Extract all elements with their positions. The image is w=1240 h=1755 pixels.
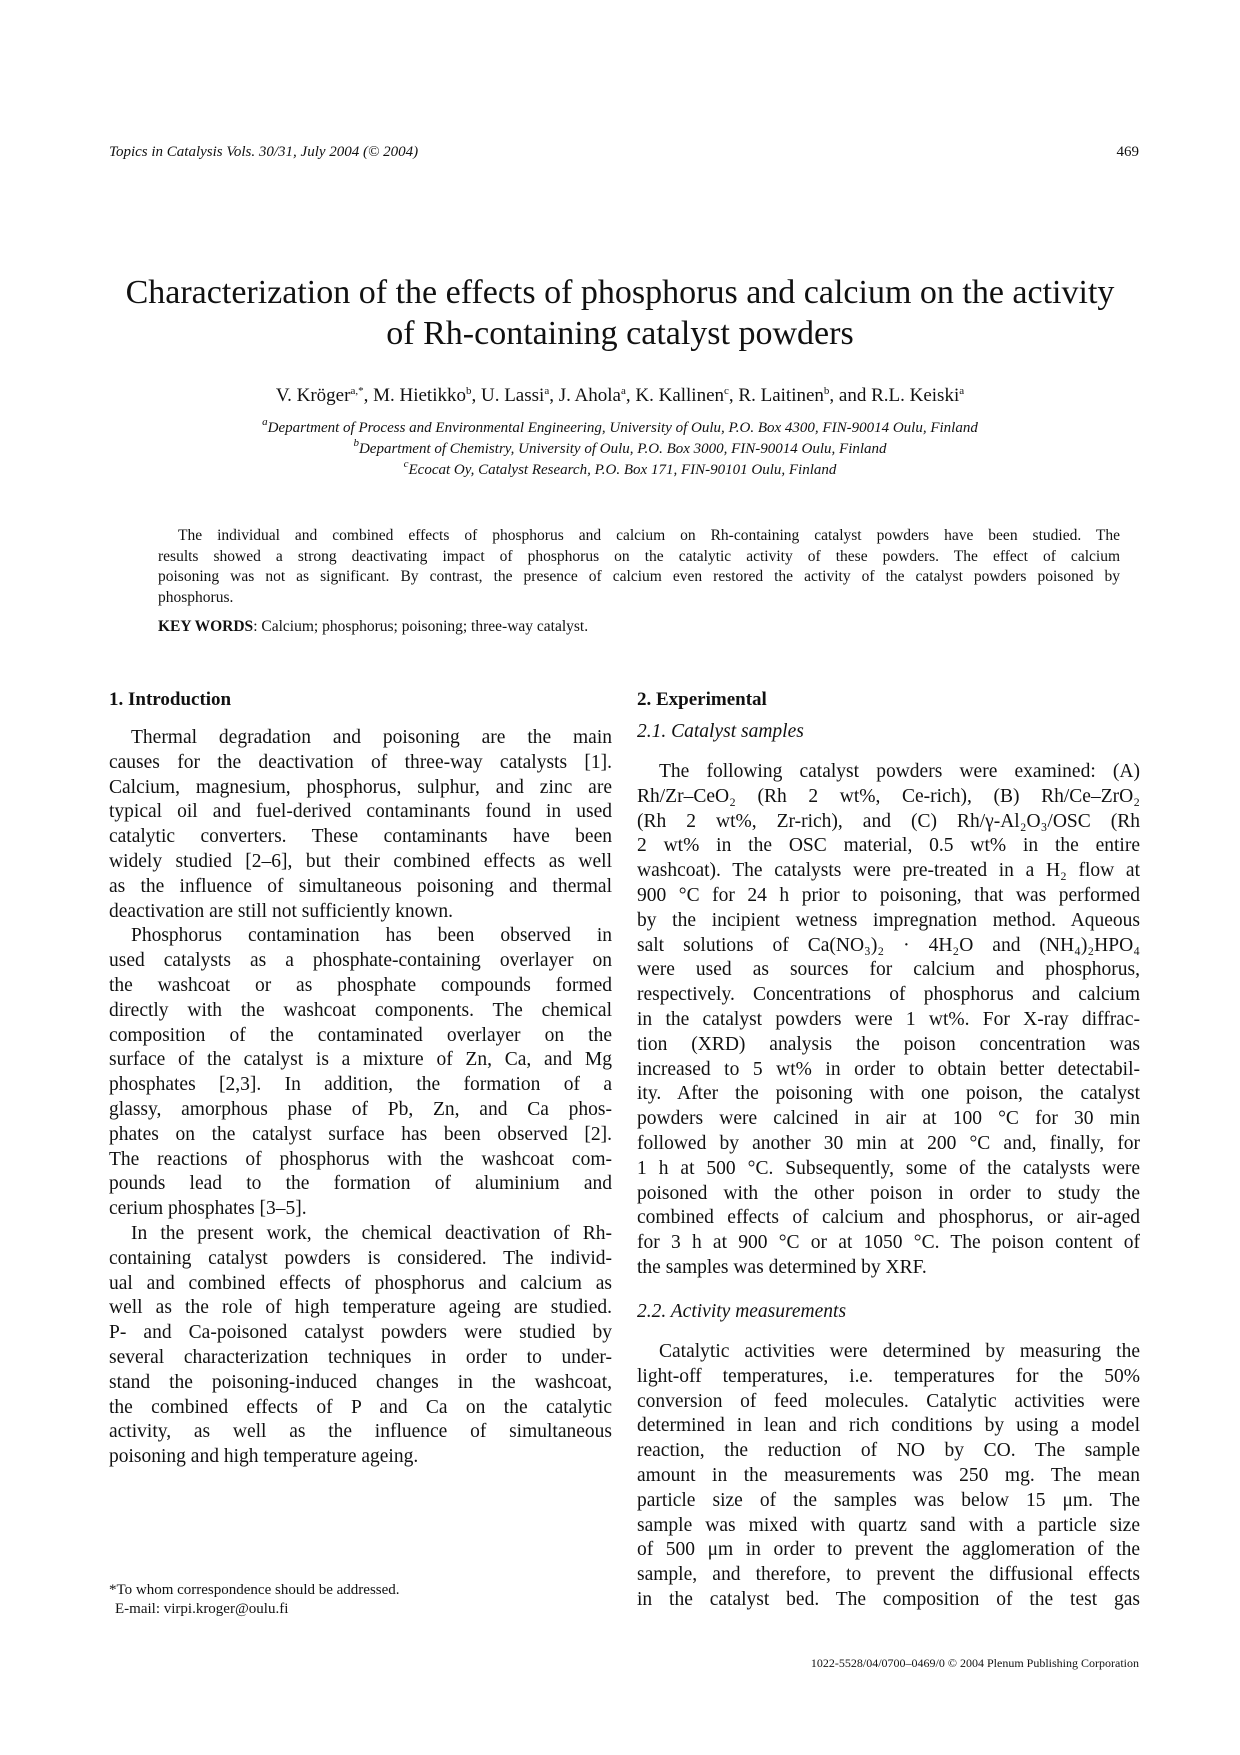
text-line: pounds lead to the formation of aluminium and: [109, 1173, 612, 1195]
text-line: poisoning was not as significant. By contrast, the presence of calcium even restored the activity of the catalyst powders poisoned by: [158, 568, 1120, 585]
text-line: In the present work, the chemical deactivation of Rh-: [131, 1222, 612, 1244]
text-line: combined effects of calcium and phosphorus, or air-aged: [637, 1207, 1140, 1229]
affiliation-mark: b: [353, 437, 359, 449]
affiliation-mark: a: [262, 416, 268, 428]
affiliation-text: Department of Chemistry, University of Oulu, P.O. Box 3000, FIN-90014 Oulu, Finland: [358, 441, 887, 457]
author: [481, 385, 549, 406]
text-line: light-off temperatures, i.e. temperatures for the 50%: [637, 1365, 1140, 1387]
text-line: sample was mixed with quartz sand with a particle size: [637, 1514, 1140, 1536]
author-name: J. Ahola: [558, 385, 621, 406]
author: [871, 385, 964, 406]
text-line: tion (XRD) analysis the poison concentration was: [637, 1033, 1140, 1055]
author-affiliation-mark: a: [544, 385, 550, 397]
text-line: washcoat). The catalysts were pre-treated in a H₂ flow at: [637, 860, 1140, 882]
text-line: the samples was determined by XRF.: [637, 1256, 927, 1278]
activity-measurements-body: [637, 1340, 1140, 1613]
text-line: amount in the measurements was 250 mg. The mean: [637, 1464, 1140, 1486]
text-line: as the influence of simultaneous poisoning and thermal: [109, 875, 612, 897]
text-line: 900 °C for 24 h prior to poisoning, that was performed: [637, 884, 1140, 906]
author-name: U. Lassi: [480, 385, 545, 406]
footnote-line: *To whom correspondence should be addressed.: [109, 1582, 400, 1598]
paragraph: [109, 924, 612, 1222]
copyright-footer: 1022-5528/04/0700–0469/0 © 2004 Plenum Publishing Corporation: [810, 1656, 1139, 1670]
author-separator: ,: [549, 385, 559, 406]
text-line: the washcoat or as phosphate compounds formed: [109, 974, 612, 996]
section-heading-introduction: 1. Introduction: [109, 689, 232, 710]
text-line: causes for the deactivation of three-way catalysts [1].: [109, 751, 612, 773]
introduction-body: [109, 726, 612, 1470]
text-line: Phosphorus contamination has been observed in: [131, 925, 612, 947]
text-line: ity. After the poisoning with one poison, the catalyst: [637, 1083, 1140, 1105]
text-line: by the incipient wetness impregnation method. Aqueous: [637, 909, 1140, 931]
page-number: 469: [1116, 144, 1139, 160]
text-line: cerium phosphates [3–5].: [109, 1198, 307, 1220]
keywords: [158, 618, 588, 636]
text-line: poisoning and high temperature ageing.: [109, 1446, 419, 1468]
text-line: were used as sources for calcium and phosphorus,: [637, 959, 1140, 981]
text-line: phates on the catalyst surface has been observed [2].: [109, 1123, 612, 1145]
text-line: glassy, amorphous phase of Pb, Zn, and Ca phos-: [109, 1098, 612, 1120]
text-line: activity, as well as the influence of simultaneous: [109, 1421, 612, 1443]
text-line: poisoned with the other poison in order to study the: [637, 1182, 1140, 1204]
text-line: 1 h at 500 °C. Subsequently, some of the catalysts were: [637, 1157, 1140, 1179]
text-line: containing catalyst powders is considered. The individ-: [109, 1247, 612, 1269]
affiliation: [100, 460, 1140, 481]
text-line: The reactions of phosphorus with the washcoat com-: [109, 1148, 612, 1170]
text-line: directly with the washcoat components. The chemical: [109, 999, 612, 1021]
author: [373, 385, 471, 406]
author-affiliation-mark: b: [823, 385, 830, 397]
paragraph: [637, 1340, 1140, 1613]
title-line: Characterization of the effects of phosphorus and calcium on the activity: [125, 274, 1115, 311]
text-line: determined in lean and rich conditions by using a model: [637, 1415, 1140, 1437]
text-line: increased to 5 wt% in order to obtain better detectabil-: [637, 1058, 1140, 1080]
author-name: R. Laitinen: [738, 385, 824, 406]
author: [276, 385, 364, 406]
correspondence-footnote: [109, 1581, 400, 1619]
author: [635, 385, 729, 406]
text-line: conversion of feed molecules. Catalytic activities were: [637, 1390, 1140, 1412]
text-line: deactivation are still not sufficiently known.: [109, 900, 454, 922]
text-line: The following catalyst powders were examined: (A): [659, 761, 1140, 782]
text-line: powders were calcined in air at 100 °C for 30 min: [637, 1108, 1140, 1130]
text-line: P- and Ca-poisoned catalyst powders were studied by: [109, 1322, 612, 1344]
author-affiliation-mark: a,*: [350, 385, 364, 397]
text-line: results showed a strong deactivating impact of phosphorus on the catalytic activity of these powders. The effect of calcium: [158, 547, 1120, 565]
text-line: Rh/Zr–CeO₂ (Rh 2 wt%, Ce-rich), (B) Rh/Ce–ZrO₂: [637, 785, 1140, 807]
section-heading-experimental: 2. Experimental: [637, 689, 767, 710]
author-separator: ,: [728, 385, 739, 406]
author-affiliation-mark: a: [620, 385, 626, 397]
keywords-label: KEY WORDS: [158, 618, 254, 635]
author-affiliation-mark: a: [959, 385, 965, 397]
author-list: [100, 385, 1140, 407]
text-line: Calcium, magnesium, phosphorus, sulphur, and zinc are: [109, 776, 612, 798]
text-line: catalytic converters. These contaminants have been: [109, 826, 612, 848]
author-name: M. Hietikko: [373, 385, 466, 406]
author-name: V. Kröger: [275, 385, 351, 406]
text-line: reaction, the reduction of NO by CO. The sample: [637, 1440, 1140, 1462]
text-line: Thermal degradation and poisoning are the main: [131, 727, 612, 748]
author-separator: ,: [471, 385, 481, 406]
author: [559, 385, 626, 406]
text-line: surface of the catalyst is a mixture of Zn, Ca, and Mg: [109, 1049, 612, 1071]
text-line: the combined effects of P and Ca on the catalytic: [109, 1396, 612, 1418]
text-line: phosphates [2,3]. In addition, the formation of a: [109, 1074, 612, 1096]
text-line: well as the role of high temperature ageing are studied.: [109, 1297, 612, 1319]
subsection-heading-activity-measurements: 2.2. Activity measurements: [637, 1301, 847, 1322]
author-name: R.L. Keiski: [871, 385, 960, 406]
text-line: followed by another 30 min at 200 °C and, finally, for: [637, 1132, 1140, 1154]
text-line: several characterization techniques in order to under-: [109, 1346, 612, 1368]
author: [738, 385, 829, 406]
catalyst-samples-body: [637, 760, 1140, 1281]
footnote-email: E-mail: virpi.kroger@oulu.fi: [115, 1601, 289, 1617]
text-line: used catalysts as a phosphate-containing overlayer on: [109, 950, 612, 972]
paragraph: [109, 1222, 612, 1470]
affiliation-mark: c: [403, 458, 409, 470]
title-line: of Rh-containing catalyst powders: [386, 315, 854, 352]
author-affiliation-mark: b: [465, 385, 472, 397]
paper-title: [100, 272, 1140, 354]
text-line: respectively. Concentrations of phosphorus and calcium: [637, 984, 1140, 1006]
author-separator: ,: [625, 385, 636, 406]
text-line: salt solutions of Ca(NO₃)₂ · 4H₂O and (NH₄)₂HPO₄: [637, 934, 1140, 956]
text-line: particle size of the samples was below 15 μm. The: [637, 1489, 1140, 1511]
text-line: Catalytic activities were determined by measuring the: [659, 1341, 1140, 1362]
affiliation-list: [100, 418, 1140, 481]
text-line: (Rh 2 wt%, Zr-rich), and (C) Rh/γ-Al₂O₃/OSC (Rh: [637, 810, 1140, 832]
text-line: of 500 μm in order to prevent the agglomeration of the: [637, 1539, 1140, 1561]
text-line: 2 wt% in the OSC material, 0.5 wt% in the entire: [637, 835, 1140, 857]
author-name: K. Kallinen: [635, 385, 725, 406]
text-line: for 3 h at 900 °C or at 1050 °C. The poison content of: [637, 1232, 1140, 1254]
abstract: [158, 526, 1120, 608]
affiliation-text: Ecocat Oy, Catalyst Research, P.O. Box 171, FIN-90101 Oulu, Finland: [408, 462, 837, 478]
author-separator: ,: [363, 385, 374, 406]
keywords-text: : Calcium; phosphorus; poisoning; three-way catalyst.: [253, 618, 589, 635]
text-line: typical oil and fuel-derived contaminants found in used: [109, 801, 612, 823]
text-line: phosphorus.: [158, 588, 234, 606]
subsection-heading-catalyst-samples: 2.1. Catalyst samples: [637, 721, 804, 742]
running-head: Topics in Catalysis Vols. 30/31, July 2004 (© 2004): [109, 144, 419, 160]
paragraph: [109, 726, 612, 924]
affiliation-text: Department of Process and Environmental Engineering, University of Oulu, P.O. Box 4300, FIN-90014 Oulu, Finland: [267, 420, 978, 436]
author-affiliation-mark: c: [724, 385, 729, 397]
affiliation: [100, 439, 1140, 460]
affiliation: [100, 418, 1140, 439]
text-line: The individual and combined effects of phosphorus and calcium on Rh-containing catalyst powders have been studied. The: [178, 527, 1120, 544]
text-line: stand the poisoning-induced changes in the washcoat,: [109, 1371, 612, 1393]
text-line: sample, and therefore, to prevent the diffusional effects: [637, 1564, 1140, 1586]
paragraph: [637, 760, 1140, 1281]
author-separator: , and: [829, 385, 872, 406]
text-line: ual and combined effects of phosphorus and calcium as: [109, 1272, 612, 1294]
paragraph: [158, 526, 1120, 608]
text-line: composition of the contaminated overlayer on the: [109, 1024, 612, 1046]
text-line: in the catalyst bed. The composition of the test gas: [637, 1588, 1140, 1610]
text-line: in the catalyst powders were 1 wt%. For X-ray diffrac-: [637, 1008, 1140, 1030]
text-line: widely studied [2–6], but their combined effects as well: [109, 850, 612, 872]
